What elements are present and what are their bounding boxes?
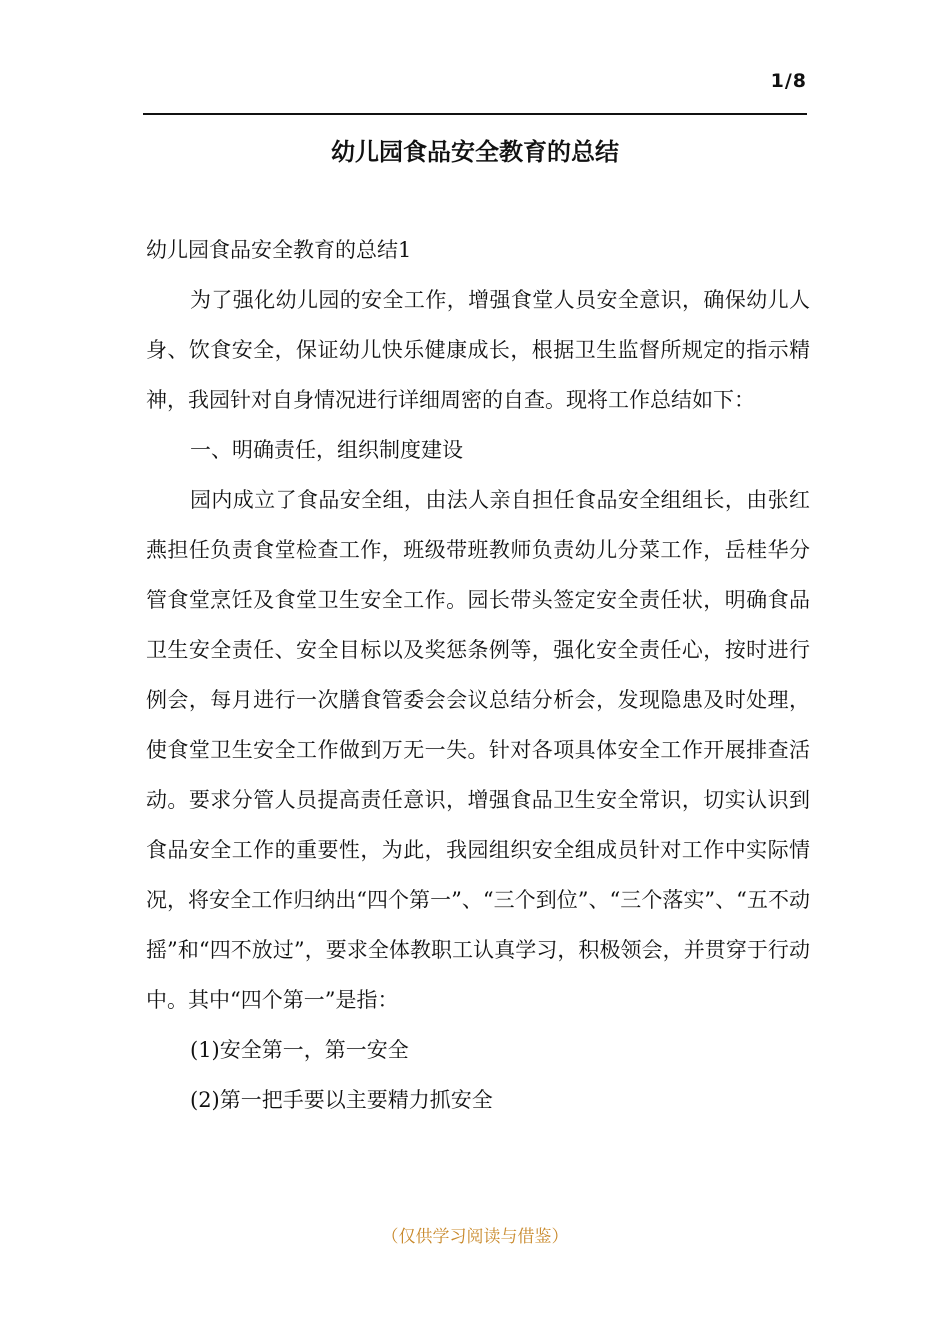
- intro-paragraph: 为了强化幼儿园的安全工作，增强食堂人员安全意识，确保幼儿人身、饮食安全，保证幼儿快乐健康成长，根据卫生监督所规定的指示精神，我园针对自身情况进行详细周密的自查。现将工作总结如下：: [146, 288, 810, 412]
- section-title-responsibility: 一、明确责任，组织制度建设: [190, 438, 463, 462]
- list-item-2: (2)第一把手要以主要精力抓安全: [190, 1088, 493, 1112]
- document-title: 幼儿园食品安全教育的总结: [331, 138, 619, 166]
- list-item-1: (1)安全第一，第一安全: [190, 1038, 409, 1062]
- header-divider: [143, 113, 807, 115]
- body-paragraph: 园内成立了食品安全组，由法人亲自担任食品安全组组长，由张红燕担任负责食堂检查工作，班级带班教师负责幼儿分菜工作，岳桂华分管食堂烹饪及食堂卫生安全工作。园长带头签定安全责任状，明确食品卫生安全责任、安全目标以及奖惩条例等，强化安全责任心，按时进行例会，每月进行一次膳食管委会会议总结分析会，发现隐患及时处理，使食堂卫生安全工作做到万无一失。针对各项具体安全工作开展排查活动。要求分管人员提高责任意识，增强食品卫生安全常识，切实认识到食品安全工作的重要性，为此，我园组织安全组成员针对工作中实际情况，将安全工作归纳出“四个第一”、“三个到位”、“三个落实”、“五不动摇”和“四不放过”，要求全体教职工认真学习，积极领会，并贯穿于行动中。其中“四个第一”是指：: [146, 488, 810, 1012]
- document-body: [146, 225, 810, 1125]
- section-heading: 幼儿园食品安全教育的总结1: [146, 238, 412, 262]
- page-number: 1/8: [770, 70, 807, 92]
- footer-note: （仅供学习阅读与借鉴）: [381, 1227, 569, 1247]
